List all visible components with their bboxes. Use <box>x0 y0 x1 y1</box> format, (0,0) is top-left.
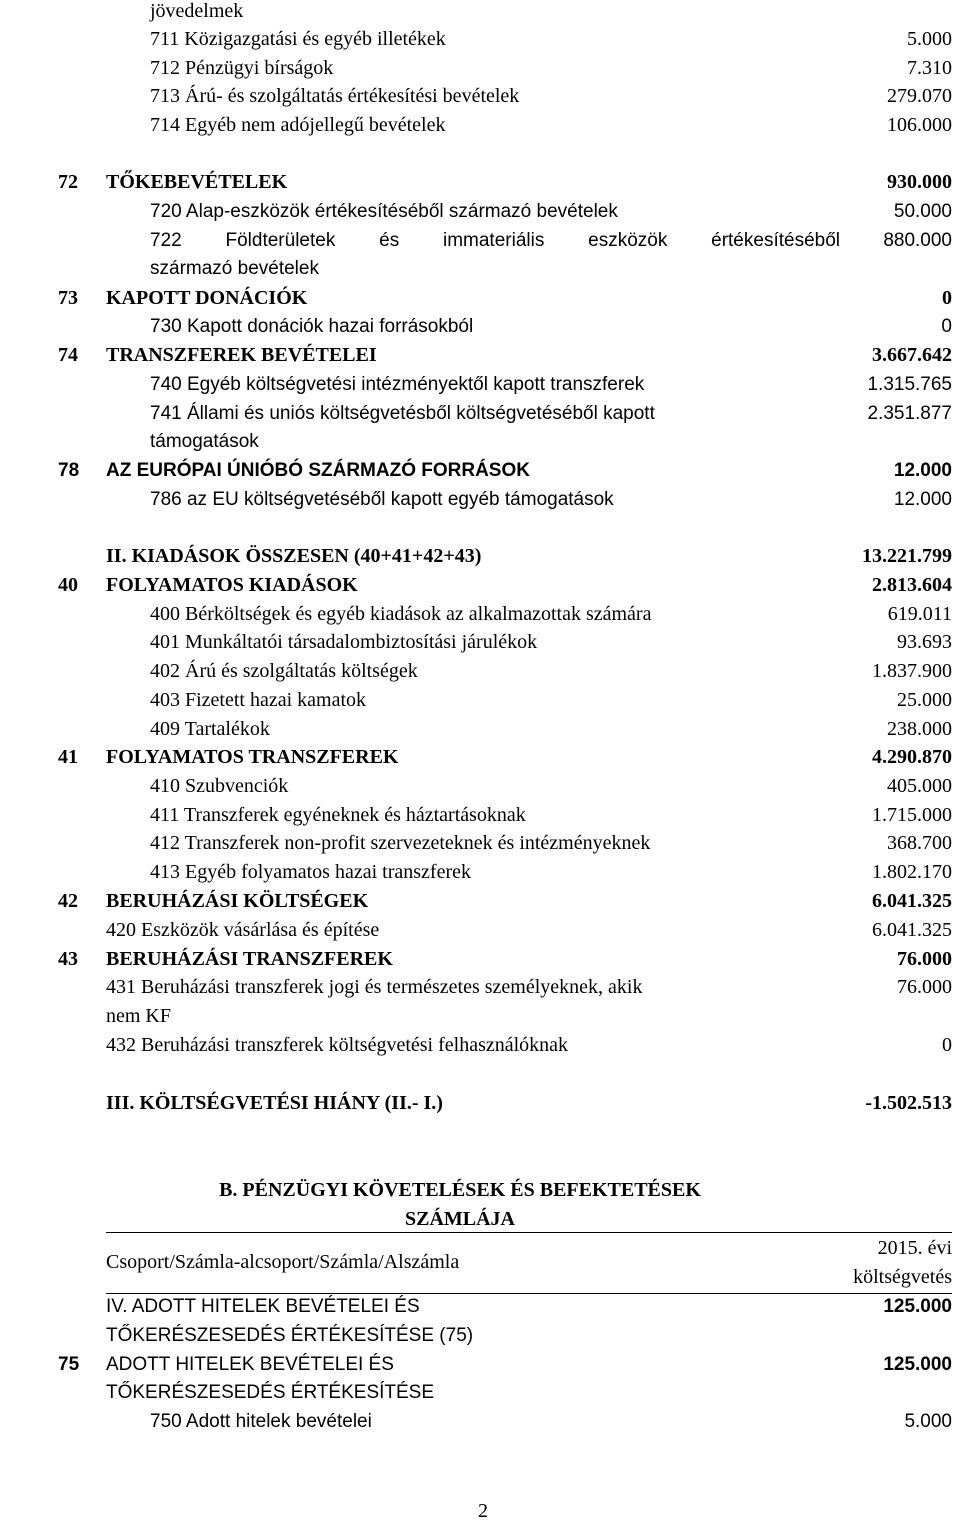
row-label: 410 Szubvenciók <box>150 775 289 797</box>
row-amount: 405.000 <box>887 775 952 797</box>
row-label: nem KF <box>106 1005 171 1027</box>
row-label: jövedelmek <box>150 0 244 22</box>
row-amount: 619.011 <box>887 603 952 625</box>
row-amount: 3.667.642 <box>872 344 952 366</box>
deficit-label: III. KÖLTSÉGVETÉSI HIÁNY (II.- I.) <box>106 1092 443 1114</box>
row-label: 411 Transzferek egyéneknek és háztartásoknak <box>150 804 526 826</box>
row-label: 401 Munkáltatói társadalombiztosítási járulékok <box>150 631 538 653</box>
row-amount: 76.000 <box>897 948 952 970</box>
row-amount: 0 <box>942 287 952 309</box>
row-amount: 106.000 <box>887 114 952 136</box>
row-label: 432 Beruházási transzferek költségvetési felhasználóknak <box>106 1034 569 1056</box>
row-amount: 12.000 <box>893 460 952 481</box>
row-label: 730 Kapott donációk hazai forrásokból <box>150 316 474 337</box>
row-code: 74 <box>58 344 78 366</box>
row-amount: 7.310 <box>907 57 952 79</box>
row-label: 740 Egyéb költségvetési intézményektől kapott transzferek <box>150 374 645 395</box>
row-code: 41 <box>58 746 78 768</box>
row-label: BERUHÁZÁSI TRANSZFEREK <box>106 948 393 970</box>
row-amount: 6.041.325 <box>872 890 952 912</box>
row-amount: 0 <box>941 316 952 337</box>
row-label: 420 Eszközök vásárlása és építése <box>106 919 380 941</box>
row-label: 402 Árú és szolgáltatás költségek <box>150 660 418 682</box>
row-label: 786 az EU költségvetéséből kapott egyéb támogatások <box>150 489 614 510</box>
row-label: 714 Egyéb nem adójellegű bevételek <box>150 114 446 136</box>
row-amount: 125.000 <box>883 1296 952 1317</box>
row-amount: 930.000 <box>887 171 952 193</box>
row-amount: 76.000 <box>897 976 952 998</box>
row-label: 413 Egyéb folyamatos hazai transzferek <box>150 861 471 883</box>
row-label: 431 Beruházási transzferek jogi és természetes személyeknek, akik <box>106 976 643 998</box>
row-label: 412 Transzferek non-profit szervezeteknek és intézményeknek <box>150 832 651 854</box>
row-label: II. KIADÁSOK ÖSSZESEN (40+41+42+43) <box>106 545 482 567</box>
row-amount: 1.837.900 <box>872 660 952 682</box>
row-amount: 4.290.870 <box>872 746 952 768</box>
row-label: BERUHÁZÁSI KÖLTSÉGEK <box>106 890 369 912</box>
row-code: 73 <box>58 287 78 309</box>
row-amount: 2.351.877 <box>867 403 952 424</box>
row-label: 403 Fizetett hazai kamatok <box>150 689 367 711</box>
row-amount: 6.041.325 <box>872 919 952 941</box>
page-number: 2 <box>478 1500 488 1522</box>
row-label: TRANSZFEREK BEVÉTELEI <box>106 344 377 366</box>
section-b-title-line2: SZÁMLÁJA <box>404 1208 515 1230</box>
row-amount: 238.000 <box>887 718 952 740</box>
row-label: AZ EURÓPAI ÚNIÓBÓ SZÁRMAZÓ FORRÁSOK <box>106 460 530 481</box>
row-code: 43 <box>58 948 78 970</box>
row-label: 711 Közigazgatási és egyéb illetékek <box>150 28 446 50</box>
row-amount: 1.715.000 <box>872 804 952 826</box>
row-label: TŐKEBEVÉTELEK <box>106 171 288 193</box>
row-amount: 1.802.170 <box>872 861 952 883</box>
row-code: 78 <box>58 460 80 481</box>
row-label: TŐKERÉSZESEDÉS ÉRTÉKESÍTÉSE (75) <box>106 1325 474 1346</box>
col-header-account: Csoport/Számla-alcsoport/Számla/Alszámla <box>106 1251 460 1273</box>
row-code: 75 <box>58 1354 80 1375</box>
row-code: 40 <box>58 574 78 596</box>
table-top-rule <box>106 1232 952 1233</box>
row-label: ADOTT HITELEK BEVÉTELEI ÉS <box>106 1354 394 1375</box>
row-amount: 13.221.799 <box>862 545 952 567</box>
row-amount: 5.000 <box>907 28 952 50</box>
row-amount: 50.000 <box>893 201 952 222</box>
row-label: FOLYAMATOS TRANSZFEREK <box>106 746 399 768</box>
row-code: 42 <box>58 890 78 912</box>
row-amount: 5.000 <box>904 1411 952 1432</box>
row-amount: 0 <box>942 1034 952 1056</box>
row-label: TŐKERÉSZESEDÉS ÉRTÉKESÍTÉSE <box>106 1382 435 1403</box>
row-label: 741 Állami és uniós költségvetésből költségvetéséből kapott <box>150 403 655 424</box>
row-label: 409 Tartalékok <box>150 718 270 740</box>
row-amount: 1.315.765 <box>867 374 952 395</box>
row-code: 72 <box>58 171 78 193</box>
col-header-budget-line2: költségvetés <box>853 1266 952 1288</box>
row-amount: 368.700 <box>887 832 952 854</box>
row-label: származó bevételek <box>150 258 319 279</box>
row-label: IV. ADOTT HITELEK BEVÉTELEI ÉS <box>106 1296 420 1317</box>
row-amount: 880.000 <box>883 230 952 251</box>
row-label: 722 Földterületek és immateriális eszközök értékesítéséből <box>150 230 840 251</box>
deficit-amount: -1.502.513 <box>865 1092 952 1114</box>
row-label: 750 Adott hitelek bevételei <box>150 1411 372 1432</box>
section-b-title-line1: B. PÉNZÜGYI KÖVETELÉSEK ÉS BEFEKTETÉSEK <box>219 1179 701 1201</box>
row-label: 400 Bérköltségek és egyéb kiadások az alkalmazottak számára <box>150 603 652 625</box>
row-amount: 12.000 <box>893 489 952 510</box>
row-label: támogatások <box>150 431 259 452</box>
row-amount: 125.000 <box>883 1354 952 1375</box>
row-amount: 25.000 <box>897 689 952 711</box>
row-label: 712 Pénzügyi bírságok <box>150 57 334 79</box>
row-amount: 279.070 <box>887 85 952 107</box>
col-header-budget-line1: 2015. évi <box>877 1237 952 1259</box>
row-label: 720 Alap-eszközök értékesítéséből származó bevételek <box>150 201 618 222</box>
row-label: KAPOTT DONÁCIÓK <box>106 287 308 309</box>
row-label: 713 Árú- és szolgáltatás értékesítési bevételek <box>150 85 520 107</box>
row-amount: 93.693 <box>897 631 952 653</box>
row-amount: 2.813.604 <box>872 574 952 596</box>
row-label: FOLYAMATOS KIADÁSOK <box>106 574 358 596</box>
